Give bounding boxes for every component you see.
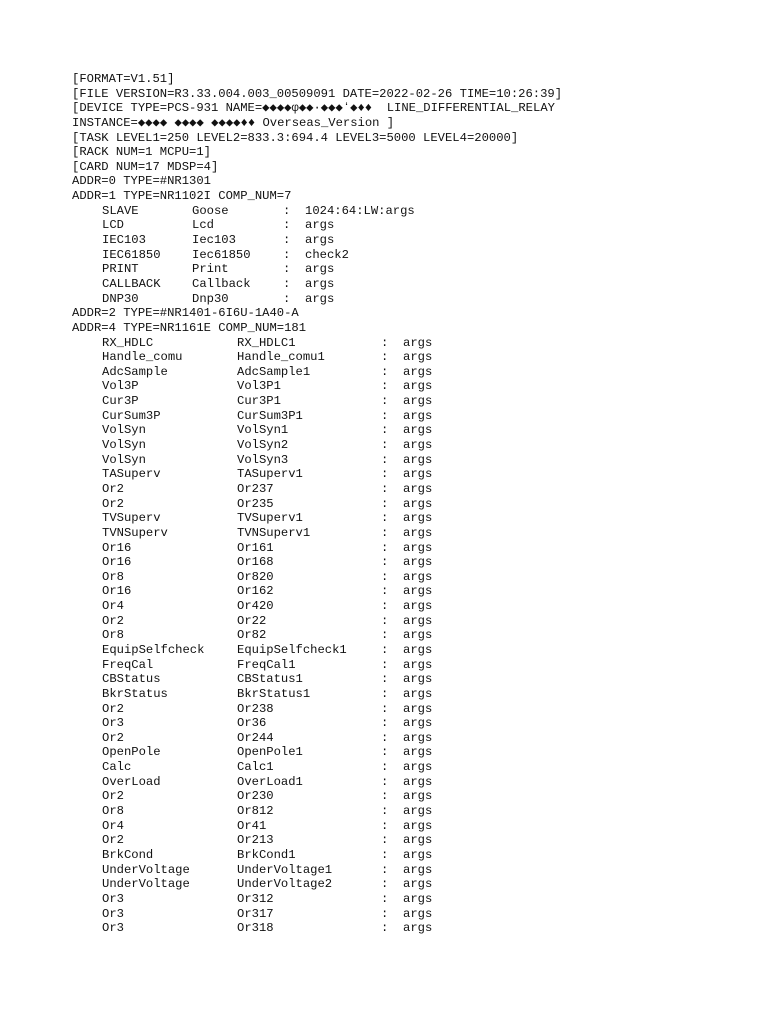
header-line: [RACK NUM=1 MCPU=1] <box>72 145 211 160</box>
separator-colon: : <box>381 642 389 657</box>
component-args: args <box>403 569 433 584</box>
component-type: Or16 <box>102 584 132 599</box>
component-instance: UnderVoltage1 <box>237 862 333 877</box>
component-instance: BrkCond1 <box>237 847 296 862</box>
component-instance: Or312 <box>237 891 274 906</box>
separator-colon: : <box>381 438 389 453</box>
header-line: ADDR=0 TYPE=#NR1301 <box>72 174 211 189</box>
component-args: args <box>403 628 433 643</box>
component-args: args <box>403 481 433 496</box>
component-args: args <box>403 730 433 745</box>
separator-colon: : <box>381 833 389 848</box>
component-instance: Callback <box>192 276 251 291</box>
component-type: FreqCal <box>102 657 154 672</box>
separator-colon: : <box>381 847 389 862</box>
component-args: args <box>403 452 433 467</box>
component-args: args <box>403 716 433 731</box>
component-row <box>72 819 732 834</box>
component-instance: Or213 <box>237 833 274 848</box>
component-row <box>72 672 732 687</box>
component-instance: RX_HDLC1 <box>237 335 296 350</box>
component-type: TVSuperv <box>102 511 161 526</box>
component-args: args <box>305 276 335 291</box>
component-args: args <box>403 408 433 423</box>
component-instance: Or237 <box>237 481 274 496</box>
header-lines <box>72 72 732 204</box>
separator-colon: : <box>381 628 389 643</box>
component-args: args <box>403 818 433 833</box>
component-args: args <box>403 642 433 657</box>
component-row <box>72 775 732 790</box>
separator-colon: : <box>381 584 389 599</box>
separator-colon: : <box>381 657 389 672</box>
component-args: args <box>403 555 433 570</box>
component-args: 1024:64:LW:args <box>305 203 415 218</box>
separator-colon: : <box>283 203 291 218</box>
component-type: Or8 <box>102 804 124 819</box>
component-type: Or16 <box>102 555 132 570</box>
addr-line: ADDR=4 TYPE=NR1161E COMP_NUM=181 <box>72 320 307 335</box>
header-line: [FORMAT=V1.51] <box>72 72 175 86</box>
component-type: Or3 <box>102 906 124 921</box>
separator-colon: : <box>381 891 389 906</box>
component-args: args <box>403 686 433 701</box>
component-args: args <box>403 877 433 892</box>
component-type: VolSyn <box>102 438 146 453</box>
component-row <box>72 628 732 643</box>
separator-colon: : <box>381 335 389 350</box>
component-args: args <box>403 672 433 687</box>
component-args: args <box>403 335 433 350</box>
separator-colon: : <box>381 745 389 760</box>
component-instance: Calc1 <box>237 760 274 775</box>
component-instance: OverLoad1 <box>237 774 303 789</box>
component-row <box>72 233 732 248</box>
component-instance: Handle_comu1 <box>237 350 325 365</box>
component-instance: Or161 <box>237 540 274 555</box>
config-document <box>72 72 732 936</box>
component-row <box>72 409 732 424</box>
component-row <box>72 804 732 819</box>
component-instance: Goose <box>192 203 229 218</box>
component-args: args <box>305 218 335 233</box>
component-args: args <box>403 921 433 936</box>
component-args: args <box>403 745 433 760</box>
component-args: args <box>403 394 433 409</box>
header-line: INSTANCE=◆◆◆◆ ◆◆◆◆ ◆◆◆◆♦♦ Overseas_Version ] <box>72 115 395 130</box>
header-line: [FILE VERSION=R3.33.004.003_00509091 DATE=2022-02-26 TIME=10:26:39] <box>72 86 563 101</box>
component-row <box>72 526 732 541</box>
separator-colon: : <box>381 599 389 614</box>
component-type: CBStatus <box>102 672 161 687</box>
separator-colon: : <box>381 789 389 804</box>
component-type: Or2 <box>102 730 124 745</box>
component-type: Or2 <box>102 833 124 848</box>
separator-colon: : <box>283 247 291 262</box>
component-row <box>72 716 732 731</box>
component-instance: AdcSample1 <box>237 364 311 379</box>
component-row <box>72 438 732 453</box>
component-instance: OpenPole1 <box>237 745 303 760</box>
component-instance: Or244 <box>237 730 274 745</box>
component-row <box>72 877 732 892</box>
component-args: args <box>403 891 433 906</box>
component-row <box>72 658 732 673</box>
component-row <box>72 511 732 526</box>
component-row <box>72 365 732 380</box>
component-instance: Dnp30 <box>192 291 229 306</box>
separator-colon: : <box>381 394 389 409</box>
component-type: TASuperv <box>102 467 161 482</box>
separator-colon: : <box>381 540 389 555</box>
separator-colon: : <box>381 877 389 892</box>
component-instance: CBStatus1 <box>237 672 303 687</box>
component-type: DNP30 <box>102 291 139 306</box>
component-instance: Or82 <box>237 628 267 643</box>
component-row <box>72 336 732 351</box>
component-type: Or8 <box>102 628 124 643</box>
component-args: args <box>403 584 433 599</box>
component-instance: VolSyn3 <box>237 452 289 467</box>
separator-colon: : <box>381 774 389 789</box>
component-args: args <box>403 496 433 511</box>
component-type: IEC61850 <box>102 247 161 262</box>
separator-colon: : <box>381 408 389 423</box>
component-args: args <box>403 423 433 438</box>
component-type: VolSyn <box>102 423 146 438</box>
header-line: [TASK LEVEL1=250 LEVEL2=833.3:694.4 LEVEL3=5000 LEVEL4=20000] <box>72 130 519 145</box>
component-type: CALLBACK <box>102 276 161 291</box>
component-args: args <box>403 438 433 453</box>
separator-colon: : <box>283 233 291 248</box>
addr-line: ADDR=2 TYPE=#NR1401-6I6U-1A40-A <box>72 306 299 321</box>
component-row <box>72 555 732 570</box>
component-instance: Lcd <box>192 218 214 233</box>
component-instance: Iec61850 <box>192 247 251 262</box>
component-type: OverLoad <box>102 774 161 789</box>
separator-colon: : <box>283 218 291 233</box>
component-row <box>72 218 732 233</box>
component-instance: Or230 <box>237 789 274 804</box>
component-args: args <box>403 847 433 862</box>
component-row <box>72 467 732 482</box>
component-args: args <box>403 774 433 789</box>
component-instance: Cur3P1 <box>237 394 281 409</box>
component-row <box>72 789 732 804</box>
component-instance: Or235 <box>237 496 274 511</box>
component-row <box>72 892 732 907</box>
component-instance: Or238 <box>237 701 274 716</box>
component-args: args <box>403 657 433 672</box>
component-instance: Or36 <box>237 716 267 731</box>
component-row <box>72 423 732 438</box>
component-args: args <box>403 613 433 628</box>
component-type: UnderVoltage <box>102 877 190 892</box>
header-line: [CARD NUM=17 MDSP=4] <box>72 159 219 174</box>
component-instance: TVSuperv1 <box>237 511 303 526</box>
separator-colon: : <box>381 379 389 394</box>
component-type: UnderVoltage <box>102 862 190 877</box>
component-type: Or2 <box>102 496 124 511</box>
component-row <box>72 760 732 775</box>
separator-colon: : <box>381 862 389 877</box>
component-type: Or2 <box>102 701 124 716</box>
component-row <box>72 907 732 922</box>
separator-colon: : <box>381 423 389 438</box>
component-type: Or2 <box>102 789 124 804</box>
component-type: Or3 <box>102 716 124 731</box>
separator-colon: : <box>381 452 389 467</box>
component-type: OpenPole <box>102 745 161 760</box>
component-row <box>72 497 732 512</box>
separator-colon: : <box>381 730 389 745</box>
component-instance: Or162 <box>237 584 274 599</box>
separator-colon: : <box>381 467 389 482</box>
separator-colon: : <box>381 818 389 833</box>
component-row <box>72 833 732 848</box>
separator-colon: : <box>381 760 389 775</box>
component-args: args <box>403 804 433 819</box>
component-row <box>72 614 732 629</box>
component-type: Or8 <box>102 569 124 584</box>
component-type: AdcSample <box>102 364 168 379</box>
component-args: check2 <box>305 247 349 262</box>
component-instance: UnderVoltage2 <box>237 877 333 892</box>
component-instance: Print <box>192 262 229 277</box>
component-instance: Or318 <box>237 921 274 936</box>
component-row <box>72 848 732 863</box>
component-args: args <box>403 701 433 716</box>
component-args: args <box>403 540 433 555</box>
component-type: BkrStatus <box>102 686 168 701</box>
addr4-component-table <box>72 336 732 936</box>
component-row <box>72 541 732 556</box>
component-args: args <box>305 291 335 306</box>
component-instance: Or812 <box>237 804 274 819</box>
separator-colon: : <box>283 291 291 306</box>
component-type: Vol3P <box>102 379 139 394</box>
header-line: [DEVICE TYPE=PCS-931 NAME=◆◆◆◆φ◆◆·◆◆◆ʻ◆♦♦ LINE_DIFFERENTIAL_RELAY <box>72 101 555 116</box>
component-row <box>72 262 732 277</box>
component-instance: EquipSelfcheck1 <box>237 642 347 657</box>
component-type: LCD <box>102 218 124 233</box>
component-row <box>72 394 732 409</box>
component-type: IEC103 <box>102 233 146 248</box>
component-type: Or3 <box>102 891 124 906</box>
component-args: args <box>403 906 433 921</box>
separator-colon: : <box>381 716 389 731</box>
component-type: CurSum3P <box>102 408 161 423</box>
component-instance: Or22 <box>237 613 267 628</box>
component-args: args <box>403 350 433 365</box>
component-type: RX_HDLC <box>102 335 154 350</box>
component-row <box>72 453 732 468</box>
separator-colon: : <box>381 921 389 936</box>
component-row <box>72 863 732 878</box>
component-type: EquipSelfcheck <box>102 642 205 657</box>
component-args: args <box>403 599 433 614</box>
component-instance: BkrStatus1 <box>237 686 311 701</box>
component-type: Calc <box>102 760 132 775</box>
component-row <box>72 702 732 717</box>
separator-colon: : <box>381 686 389 701</box>
component-instance: Or41 <box>237 818 267 833</box>
component-instance: Or420 <box>237 599 274 614</box>
component-instance: TASuperv1 <box>237 467 303 482</box>
component-args: args <box>403 833 433 848</box>
component-type: BrkCond <box>102 847 154 862</box>
separator-colon: : <box>381 350 389 365</box>
component-row <box>72 687 732 702</box>
component-type: Or3 <box>102 921 124 936</box>
component-args: args <box>403 789 433 804</box>
component-instance: Or168 <box>237 555 274 570</box>
component-row <box>72 570 732 585</box>
separator-colon: : <box>381 496 389 511</box>
component-row <box>72 292 732 307</box>
component-type: Handle_comu <box>102 350 183 365</box>
component-type: Cur3P <box>102 394 139 409</box>
separator-colon: : <box>381 804 389 819</box>
separator-colon: : <box>381 672 389 687</box>
separator-colon: : <box>381 906 389 921</box>
separator-colon: : <box>381 364 389 379</box>
separator-colon: : <box>381 525 389 540</box>
component-args: args <box>305 233 335 248</box>
component-args: args <box>305 262 335 277</box>
component-row <box>72 350 732 365</box>
component-type: Or2 <box>102 481 124 496</box>
separator-colon: : <box>381 511 389 526</box>
component-type: Or4 <box>102 818 124 833</box>
component-args: args <box>403 862 433 877</box>
component-args: args <box>403 467 433 482</box>
component-row <box>72 204 732 219</box>
component-row <box>72 277 732 292</box>
component-instance: TVNSuperv1 <box>237 525 311 540</box>
component-type: SLAVE <box>102 203 139 218</box>
component-instance: Or820 <box>237 569 274 584</box>
component-args: args <box>403 511 433 526</box>
component-type: Or2 <box>102 613 124 628</box>
component-args: args <box>403 760 433 775</box>
component-row <box>72 731 732 746</box>
component-instance: Iec103 <box>192 233 236 248</box>
separator-colon: : <box>381 481 389 496</box>
component-row <box>72 584 732 599</box>
component-row <box>72 643 732 658</box>
component-args: args <box>403 364 433 379</box>
component-args: args <box>403 525 433 540</box>
component-instance: CurSum3P1 <box>237 408 303 423</box>
header-line: ADDR=1 TYPE=NR1102I COMP_NUM=7 <box>72 189 292 204</box>
component-instance: Or317 <box>237 906 274 921</box>
component-args: args <box>403 379 433 394</box>
addr1-component-table <box>72 204 732 306</box>
separator-colon: : <box>283 262 291 277</box>
component-type: VolSyn <box>102 452 146 467</box>
component-instance: VolSyn2 <box>237 438 289 453</box>
component-row <box>72 379 732 394</box>
component-type: TVNSuperv <box>102 525 168 540</box>
component-instance: VolSyn1 <box>237 423 289 438</box>
component-instance: FreqCal1 <box>237 657 296 672</box>
addr-lines <box>72 306 732 335</box>
component-row <box>72 745 732 760</box>
component-row <box>72 248 732 263</box>
component-row <box>72 921 732 936</box>
separator-colon: : <box>381 569 389 584</box>
component-row <box>72 599 732 614</box>
component-type: Or16 <box>102 540 132 555</box>
component-instance: Vol3P1 <box>237 379 281 394</box>
separator-colon: : <box>381 701 389 716</box>
component-type: PRINT <box>102 262 139 277</box>
component-type: Or4 <box>102 599 124 614</box>
separator-colon: : <box>381 555 389 570</box>
component-row <box>72 482 732 497</box>
separator-colon: : <box>283 276 291 291</box>
separator-colon: : <box>381 613 389 628</box>
